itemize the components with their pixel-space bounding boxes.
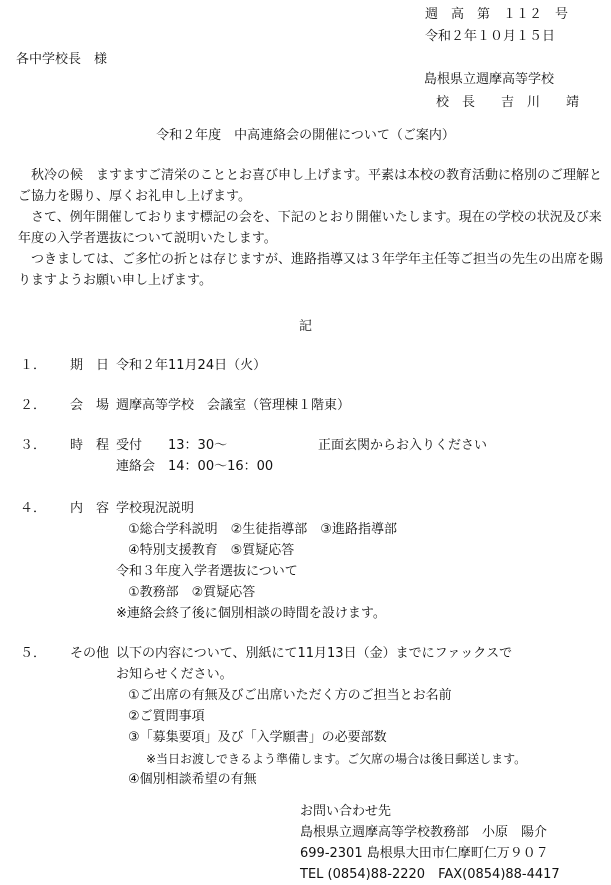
item-number-other: ５． [20,646,47,661]
contact-address: 699-2301 島根県大田市仁摩町仁万９０７ [300,846,549,861]
content-line: 学校現況説明 [116,501,195,516]
sender-name: 校 長 吉 川 靖 [436,95,580,110]
other-line: ③「募集要項」及び「入学願書」の必要部数 [128,730,387,745]
paragraph-notice: さて、例年開催しております標記の会を、下記のとおり開催いたします。現在の学校の状況及び来年度の入学者選抜について説明いたします。 [18,210,602,246]
paragraph-request: つきましては、ご多忙の折とは存じますが、進路指導又は３年学年主任等ご担当の先生の出席を賜りますようお願い申し上げます。 [18,252,604,288]
contact-heading: お問い合わせ先 [300,804,392,819]
paragraph-greeting: 秋冷の候 ますますご清栄のこととお喜び申し上げます。平素は本校の教育活動に格別のご理解とご協力を賜り、厚くお礼申し上げます。 [18,168,602,204]
other-line: 以下の内容について、別紙にて11月13日（金）までにファックスで [116,646,513,661]
content-line: ④特別支援教育 ⑤質疑応答 [128,543,295,558]
item-label-venue: 会 場 [70,398,110,413]
schedule-entrance-note: 正面玄関からお入りください [318,438,488,453]
contact-organization: 島根県立週摩高等学校教務部 小原 陽介 [300,825,548,840]
sender-organization: 島根県立週摩高等学校 [424,72,555,87]
schedule-reception: 受付 13：30～ [116,438,228,453]
item-label-date: 期 日 [70,358,110,373]
other-line: ②ご質問事項 [128,709,205,724]
item-label-schedule: 時 程 [70,438,110,453]
contact-tel-fax: TEL (0854)88-2220 FAX(0854)88-4417 [300,867,560,882]
other-line: お知らせください。 [116,667,233,682]
other-line: ④個別相談希望の有無 [128,772,257,787]
item-label-content: 内 容 [70,501,110,516]
item-number-date: １． [20,358,47,373]
body-text [18,165,603,291]
content-line: ①総合学科説明 ②生徒指導部 ③進路指導部 [128,522,397,537]
item-value-date: 令和２年11月24日（火） [116,358,267,373]
content-line: ①教務部 ②質疑応答 [128,585,256,600]
addressee: 各中学校長 様 [16,52,108,67]
item-value-venue: 週摩高等学校 会議室（管理棟１階東） [116,398,351,413]
item-number-schedule: ３． [20,438,47,453]
other-note: ※当日お渡しできるよう準備します。ご欠席の場合は後日郵送します。 [146,752,527,766]
schedule-meeting: 連絡会 14：00～16：00 [116,459,274,474]
item-number-venue: ２． [20,398,47,413]
ki-heading: 記 [298,319,312,334]
content-line: 令和３年度入学者選抜について [116,564,298,579]
content-note: ※連絡会終了後に個別相談の時間を設けます。 [116,606,386,621]
document-title: 令和２年度 中高連絡会の開催について（ご案内） [156,128,455,143]
document-date: 令和２年１０月１５日 [425,29,556,44]
item-number-content: ４． [20,501,47,516]
document-number: 週 高 第 １１２ 号 [425,7,569,22]
other-line: ①ご出席の有無及びご出席いただく方のご担当とお名前 [128,688,452,703]
item-label-other: その他 [70,646,110,661]
